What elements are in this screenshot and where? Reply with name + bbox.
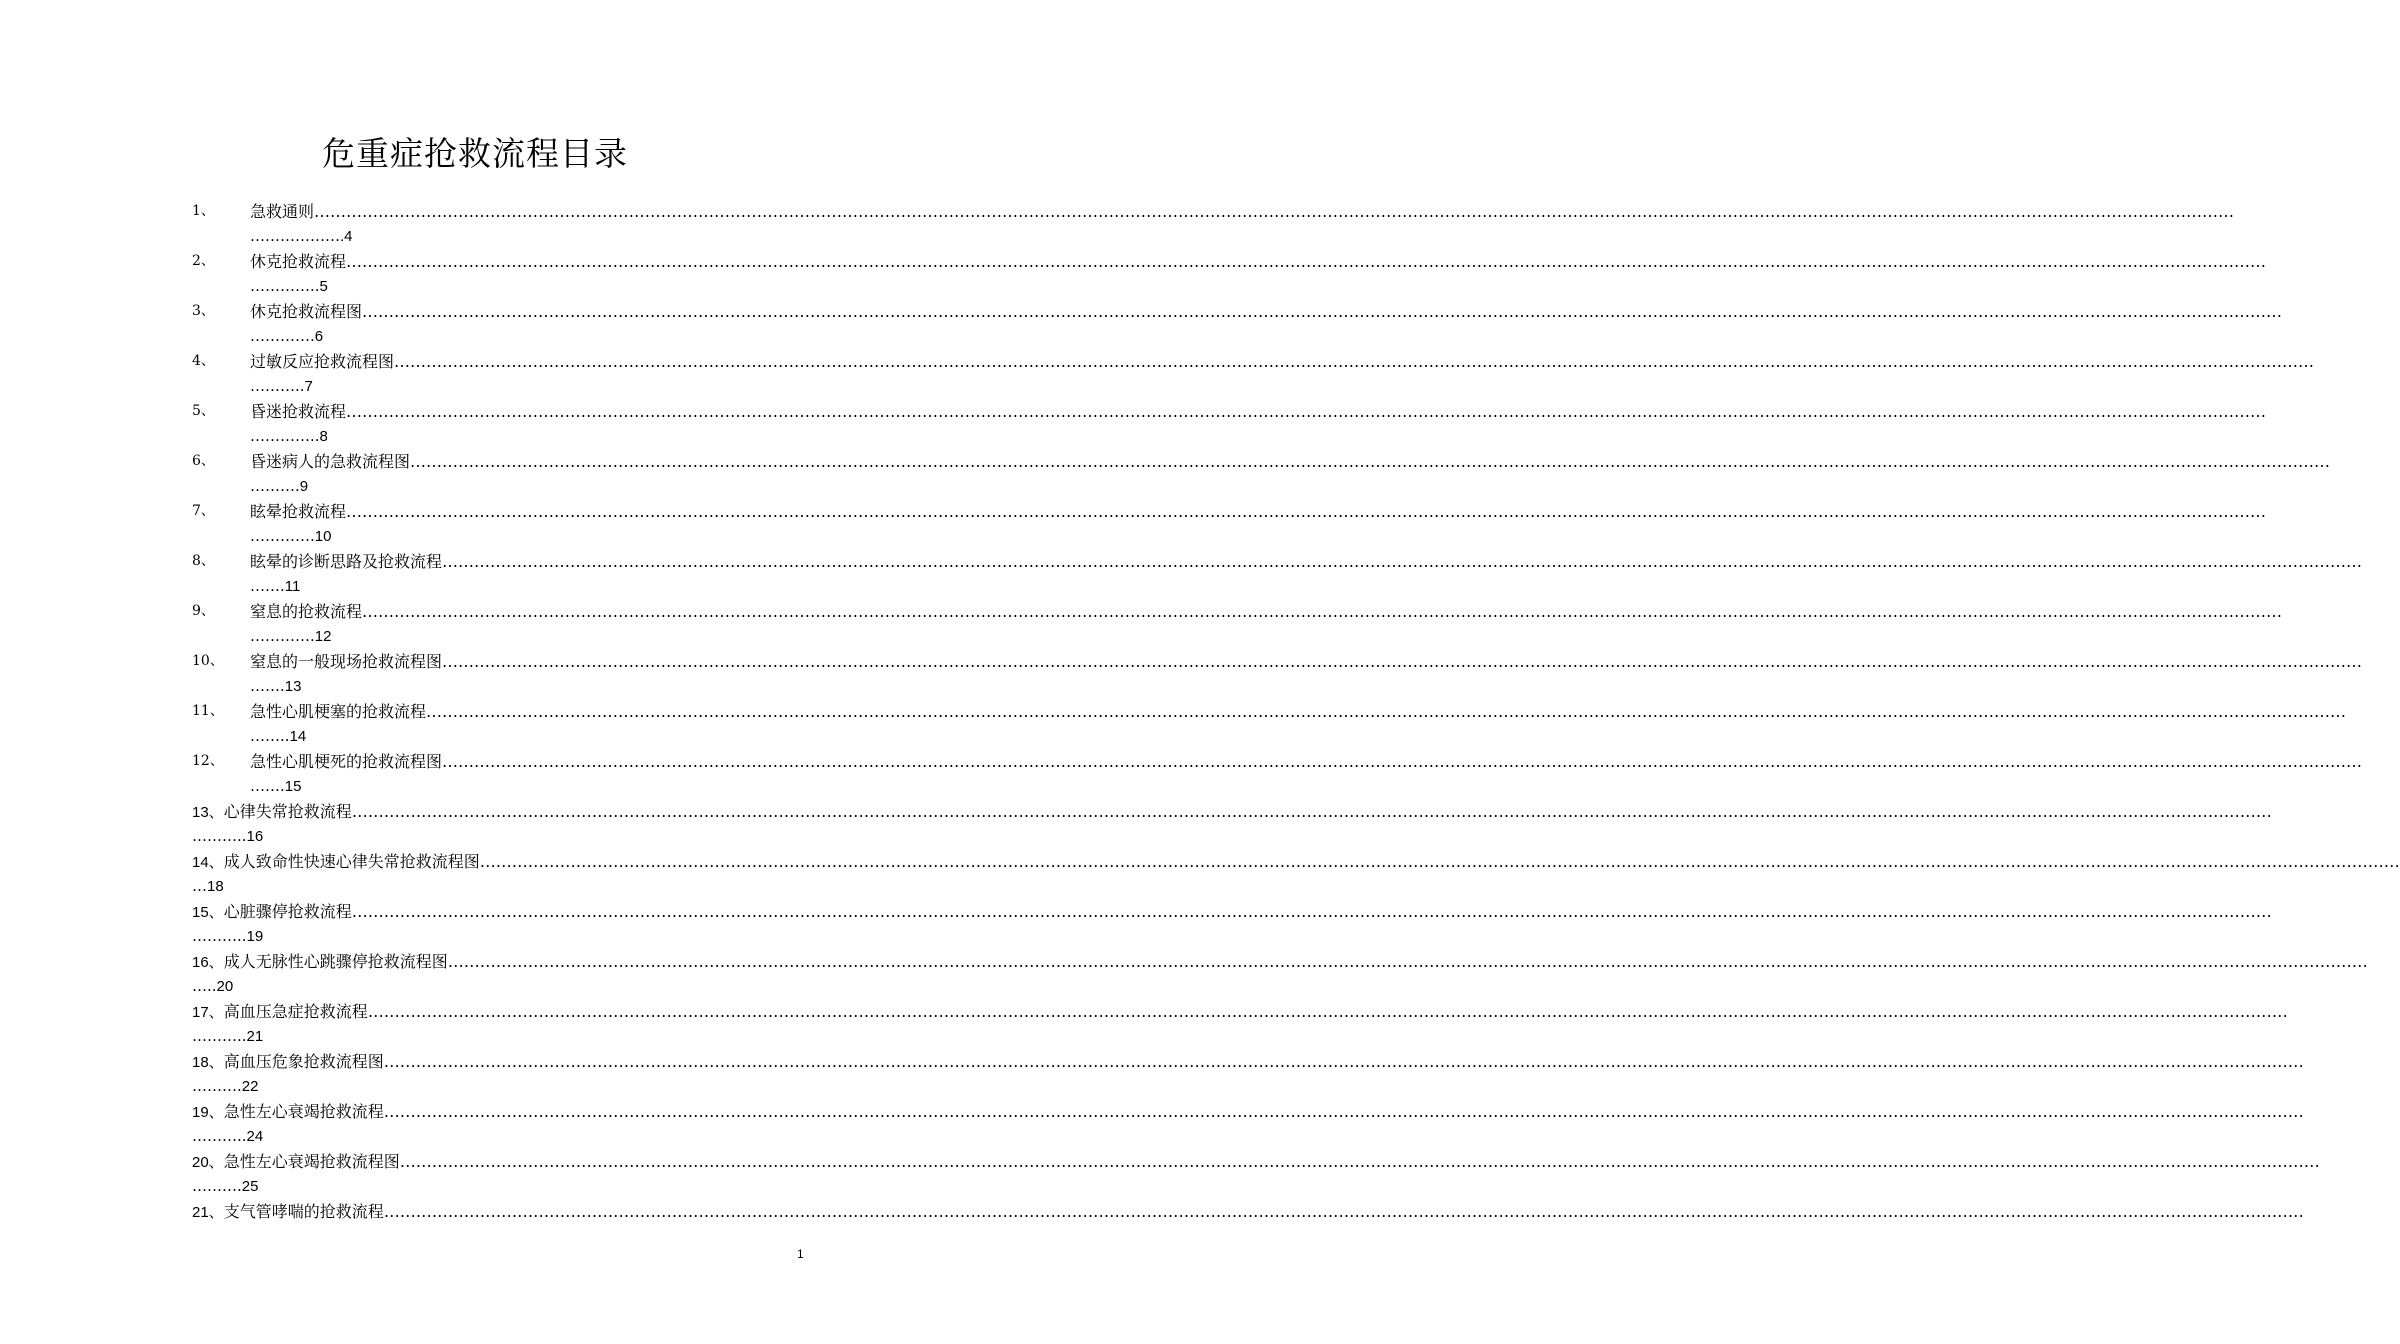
dot-leader: ………………………………………………………………………………………………………………………………………………………………………………………………………………………………………………………………………………………………………………………………	[362, 602, 2283, 621]
dot-leader: ………………………………………………………………………………………………………………………………………………………………………………………………………………………………………………………………………………………………………………………………	[351, 802, 2272, 821]
toc-entry-page: 7	[304, 378, 313, 395]
toc-entry-title: 休克抢救流程	[250, 252, 347, 271]
toc-entry[interactable]	[192, 949, 2368, 999]
dot-leader: ………………………………………………………………………………………………………………………………………………………………………………………………………………………………………………………………………………………………………………………………	[399, 1152, 2320, 1171]
toc-entry-number: 3、	[192, 303, 215, 319]
dot-leader-continuation: …………..	[250, 427, 320, 445]
dot-leader: ………………………………………………………………………………………………………………………………………………………………………………………………………………………………………………………………………………………………………………………………	[410, 452, 2331, 471]
toc-entry-number: 1、	[192, 203, 215, 219]
toc-entry[interactable]	[192, 899, 2272, 949]
dot-leader: ………………………………………………………………………………………………………………………………………………………………………………………………………………………………………………………………………………………………………………………………	[346, 252, 2267, 271]
toc-entry-page: 8	[319, 428, 328, 445]
toc-entry-page: 19	[246, 928, 264, 945]
toc-entry-number: 19、	[192, 1104, 224, 1121]
toc-entry[interactable]	[192, 999, 2288, 1049]
dot-leader-continuation: ……..	[250, 727, 290, 745]
dot-leader: ………………………………………………………………………………………………………………………………………………………………………………………………………………………………………………………………………………………………………………………………	[383, 1052, 2304, 1071]
toc-entry-page: .4	[340, 228, 353, 245]
dot-leader-continuation: ………..	[192, 1027, 247, 1045]
dot-leader-continuation: …………..	[250, 277, 320, 295]
toc-entry-title: 窒息的抢救流程	[250, 602, 363, 621]
toc-entry-title: 窒息的一般现场抢救流程图	[250, 652, 443, 671]
toc-entry[interactable]	[192, 1149, 2320, 1199]
toc-entry-number: 7、	[192, 503, 215, 519]
dot-leader: ………………………………………………………………………………………………………………………………………………………………………………………………………………………………………………………………………………………………………………………………	[346, 402, 2267, 421]
toc-entry-title: 急救通则	[250, 202, 315, 221]
dot-leader-continuation: ………..	[192, 827, 247, 845]
toc-entry-page: 20	[216, 978, 234, 995]
toc-entry-page: 24	[246, 1128, 264, 1145]
dot-leader: ………………………………………………………………………………………………………………………………………………………………………………………………………………………………………………………………………………………………………………………………	[383, 1202, 2304, 1221]
dot-leader: ………………………………………………………………………………………………………………………………………………………………………………………………………………………………………………………………………………………………………………………………	[442, 752, 2363, 771]
dot-leader: ………………………………………………………………………………………………………………………………………………………………………………………………………………………………………………………………………………………………………………………………	[447, 952, 2368, 971]
toc-entry[interactable]	[192, 249, 2267, 299]
toc-entry[interactable]	[192, 1099, 2304, 1149]
toc-entry-number: 16、	[192, 954, 224, 971]
dot-leader-continuation: ……….	[192, 1177, 242, 1195]
toc-entry-title: 支气管哮喘的抢救流程	[223, 1202, 384, 1221]
toc-entry[interactable]	[192, 1049, 2304, 1099]
dot-leader-continuation: ………..	[250, 377, 305, 395]
toc-entry[interactable]	[192, 599, 2283, 649]
toc-entry-page: 14	[289, 728, 307, 745]
toc-entry-title: 眩晕的诊断思路及抢救流程	[250, 552, 443, 571]
toc-entry[interactable]	[192, 749, 2363, 799]
toc-entry[interactable]	[192, 349, 2315, 399]
dot-leader-continuation: ………..	[192, 927, 247, 945]
dot-leader-continuation: ……….	[192, 1077, 242, 1095]
toc-entry-title: 成人致命性快速心律失常抢救流程图	[223, 852, 480, 871]
toc-entry-title: 急性心肌梗塞的抢救流程	[250, 702, 427, 721]
toc-entry[interactable]	[192, 449, 2331, 499]
toc-entry-title: 急性心肌梗死的抢救流程图	[250, 752, 443, 771]
toc-entry[interactable]	[192, 699, 2347, 749]
toc-entry-page: 5	[319, 278, 328, 295]
toc-entry[interactable]	[192, 1199, 2304, 1249]
toc-entry-title: 高血压危象抢救流程图	[223, 1052, 384, 1071]
dot-leader-continuation: ………….	[250, 327, 315, 345]
toc-entry-number: 14、	[192, 854, 224, 871]
toc-entry[interactable]	[192, 199, 2235, 249]
dot-leader-continuation: ………………	[250, 227, 340, 245]
toc-entry-title: 心脏骤停抢救流程	[223, 902, 352, 921]
table-of-contents	[192, 199, 2400, 1249]
toc-entry-page: 10	[314, 528, 332, 545]
toc-entry-page: 15	[284, 778, 302, 795]
dot-leader: ………………………………………………………………………………………………………………………………………………………………………………………………………………………………………………………………………………………………………………………………	[442, 652, 2363, 671]
toc-entry[interactable]	[192, 649, 2363, 699]
dot-leader-continuation: …	[192, 877, 207, 895]
page-number: 1	[797, 1247, 804, 1261]
toc-entry-page: 16	[246, 828, 264, 845]
dot-leader: ………………………………………………………………………………………………………………………………………………………………………………………………………………………………………………………………………………………………………………………………	[394, 352, 2315, 371]
dot-leader-continuation: …….	[250, 677, 285, 695]
dot-leader: ………………………………………………………………………………………………………………………………………………………………………………………………………………………………………………………………………………………………………………………………	[362, 302, 2283, 321]
toc-entry-title: 昏迷抢救流程	[250, 402, 347, 421]
toc-entry-page: 18	[207, 878, 224, 895]
toc-entry-title: 高血压急症抢救流程	[223, 1002, 368, 1021]
toc-entry-number: 4、	[192, 353, 215, 369]
toc-entry-page: 6	[314, 328, 324, 345]
toc-entry-title: 眩晕抢救流程	[250, 502, 347, 521]
toc-entry[interactable]	[192, 299, 2283, 349]
toc-entry[interactable]	[192, 849, 2400, 899]
toc-entry-title: 休克抢救流程图	[250, 302, 363, 321]
toc-entry-number: 21、	[192, 1204, 224, 1221]
toc-entry-title: 心律失常抢救流程	[223, 802, 352, 821]
dot-leader-continuation: …..	[192, 977, 217, 995]
dot-leader: ………………………………………………………………………………………………………………………………………………………………………………………………………………………………………………………………………………………………………………………………	[479, 852, 2400, 871]
dot-leader-continuation: …….	[250, 577, 285, 595]
dot-leader: ………………………………………………………………………………………………………………………………………………………………………………………………………………………………………………………………………………………………………………………………	[426, 702, 2347, 721]
dot-leader: ………………………………………………………………………………………………………………………………………………………………………………………………………………………………………………………………………………………………………………………………	[367, 1002, 2288, 1021]
toc-entry[interactable]	[192, 549, 2363, 599]
dot-leader: ………………………………………………………………………………………………………………………………………………………………………………………………………………………………………………………………………………………………………………………………	[351, 902, 2272, 921]
toc-entry-page: 13	[284, 678, 302, 695]
toc-entry-page: 9	[299, 478, 309, 495]
dot-leader-continuation: ………….	[250, 627, 315, 645]
dot-leader: ………………………………………………………………………………………………………………………………………………………………………………………………………………………………………………………………………………………………………………………………	[442, 552, 2363, 571]
toc-entry-number: 10、	[192, 653, 224, 669]
dot-leader: ………………………………………………………………………………………………………………………………………………………………………………………………………………………………………………………………………………………………………………………………	[346, 502, 2267, 521]
toc-entry-page: 22	[241, 1078, 259, 1095]
toc-entry-page: 12	[314, 628, 332, 645]
toc-entry-number: 6、	[192, 453, 215, 469]
toc-entry-page: 21	[246, 1028, 264, 1045]
toc-entry-number: 17、	[192, 1004, 224, 1021]
page-title: 危重症抢救流程目录	[322, 134, 628, 173]
dot-leader: ………………………………………………………………………………………………………………………………………………………………………………………………………………………………………………………………………………………………………………………………	[383, 1102, 2304, 1121]
toc-entry-number: 9、	[192, 603, 215, 619]
toc-entry-title: 过敏反应抢救流程图	[250, 352, 395, 371]
toc-entry-title: 急性左心衰竭抢救流程图	[223, 1152, 400, 1171]
toc-entry-number: 12、	[192, 753, 224, 769]
dot-leader-continuation: …….	[250, 777, 285, 795]
toc-entry-title: 成人无脉性心跳骤停抢救流程图	[223, 952, 448, 971]
toc-entry-page: 11	[284, 578, 301, 595]
toc-entry[interactable]	[192, 799, 2272, 849]
dot-leader-continuation: ………..	[192, 1127, 247, 1145]
toc-entry-number: 20、	[192, 1154, 224, 1171]
toc-entry-title: 昏迷病人的急救流程图	[250, 452, 411, 471]
toc-entry[interactable]	[192, 499, 2267, 549]
dot-leader: ………………………………………………………………………………………………………………………………………………………………………………………………………………………………………………………………………………………………………………………………	[314, 202, 2235, 221]
toc-entry-number: 8、	[192, 553, 215, 569]
toc-entry-title: 急性左心衰竭抢救流程	[223, 1102, 384, 1121]
toc-entry-number: 11、	[192, 703, 224, 719]
toc-entry-number: 2、	[192, 253, 215, 269]
toc-entry-page: 25	[241, 1178, 259, 1195]
toc-entry[interactable]	[192, 399, 2267, 449]
dot-leader-continuation: ……….	[250, 477, 300, 495]
toc-entry-number: 5、	[192, 403, 215, 419]
dot-leader-continuation: ………….	[250, 527, 315, 545]
toc-entry-number: 18、	[192, 1054, 224, 1071]
toc-entry-number: 13、	[192, 804, 224, 821]
toc-entry-number: 15、	[192, 904, 224, 921]
